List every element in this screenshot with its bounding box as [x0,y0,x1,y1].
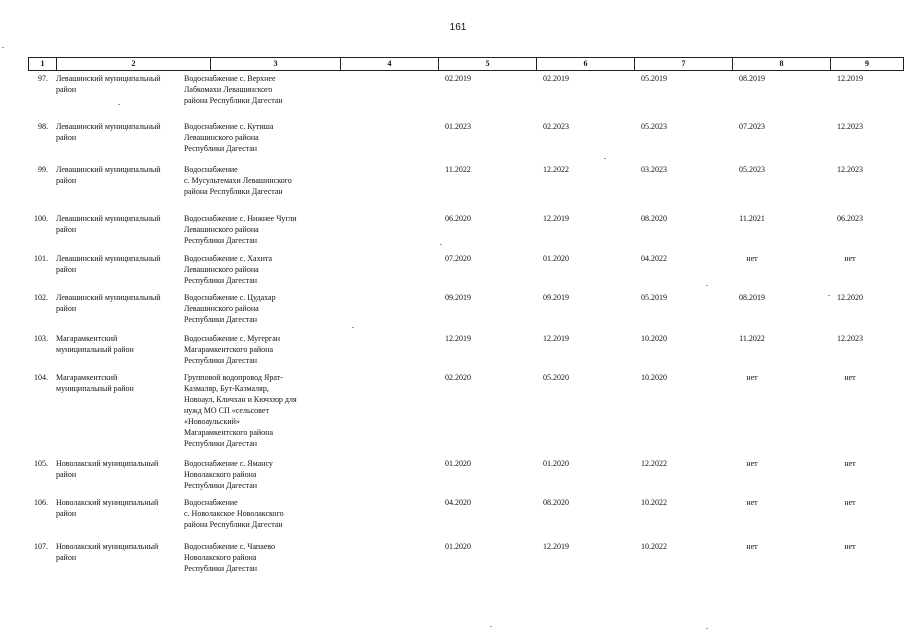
date-col-6: 02.2023 [543,122,569,131]
table-header [28,57,904,71]
date-col-7: 03.2023 [641,165,667,174]
date-col-8: 05.2023 [739,165,765,174]
object-name: Водоснабжение с. Мугерган Магарамкентского района Республики Дагестан [184,334,281,365]
date-col-7: 05.2019 [641,293,667,302]
municipal-district: Левашинский муниципальный район [56,293,161,313]
municipal-district: Левашинский муниципальный район [56,214,161,234]
date-col-9: нет [844,542,856,551]
header-cell-8: 8 [732,58,830,70]
header-cell-4: 4 [340,58,438,70]
date-col-7: 04.2022 [641,254,667,263]
object-name: Водоснабжение с. Новолакское Новолакского района Республики Дагестан [184,498,284,529]
date-col-6: 12.2019 [543,334,569,343]
row-number: 100. [34,214,48,223]
date-col-6: 12.2022 [543,165,569,174]
scan-speck [706,285,708,286]
header-cell-2: 2 [56,58,210,70]
date-col-7: 08.2020 [641,214,667,223]
date-col-9: 12.2023 [837,334,863,343]
municipal-district: Левашинский муниципальный район [56,165,161,185]
date-col-8: 11.2022 [739,334,765,343]
row-number: 101. [34,254,48,263]
date-col-9: 12.2020 [837,293,863,302]
object-name: Водоснабжение с. Хахита Левашинского района Республики Дагестан [184,254,273,285]
date-col-7: 10.2020 [641,334,667,343]
scan-speck [604,158,606,159]
date-col-5: 06.2020 [445,214,471,223]
object-name: Водоснабжение с. Мусультемахи Левашинского района Республики Дагестан [184,165,292,196]
date-col-9: 06.2023 [837,214,863,223]
object-name: Водоснабжение с. Кутиша Левашинского района Республики Дагестан [184,122,274,153]
date-col-6: 01.2020 [543,254,569,263]
date-col-8: нет [746,459,758,468]
date-col-7: 10.2022 [641,498,667,507]
date-col-5: 11.2022 [445,165,471,174]
scan-speck [352,327,354,328]
date-col-8: 11.2021 [739,214,765,223]
scan-speck [706,628,708,629]
date-col-6: 12.2019 [543,542,569,551]
scan-speck [828,295,830,296]
date-col-5: 04.2020 [445,498,471,507]
date-col-5: 12.2019 [445,334,471,343]
municipal-district: Левашинский муниципальный район [56,122,161,142]
municipal-district: Магарамкентский муниципальный район [56,334,134,354]
municipal-district: Магарамкентский муниципальный район [56,373,134,393]
date-col-6: 05.2020 [543,373,569,382]
header-cell-3: 3 [210,58,340,70]
header-cell-5: 5 [438,58,536,70]
date-col-7: 05.2023 [641,122,667,131]
date-col-5: 02.2020 [445,373,471,382]
object-name: Водоснабжение с. Верхнее Лабкомахи Левашинского района Республики Дагестан [184,74,283,105]
date-col-9: нет [844,373,856,382]
date-col-5: 02.2019 [445,74,471,83]
date-col-5: 09.2019 [445,293,471,302]
header-cell-7: 7 [634,58,732,70]
date-col-6: 01.2020 [543,459,569,468]
object-name: Водоснабжение с. Ямансу Новолакского района Республики Дагестан [184,459,273,490]
object-name: Водоснабжение с. Цудахар Левашинского района Республики Дагестан [184,293,276,324]
object-name: Водоснабжение с. Чапаево Новолакского района Республики Дагестан [184,542,276,573]
date-col-9: нет [844,459,856,468]
scan-speck [490,626,492,627]
date-col-8: нет [746,498,758,507]
header-cell-1: 1 [28,58,56,70]
date-col-6: 08.2020 [543,498,569,507]
row-number: 106. [34,498,48,507]
scan-speck [118,104,120,105]
date-col-6: 09.2019 [543,293,569,302]
object-name: Водоснабжение с. Нижнее Чугли Левашинского района Республики Дагестан [184,214,297,245]
date-col-9: нет [844,254,856,263]
date-col-5: 01.2023 [445,122,471,131]
row-number: 97. [38,74,48,83]
municipal-district: Левашинский муниципальный район [56,74,161,94]
date-col-8: 08.2019 [739,74,765,83]
row-number: 102. [34,293,48,302]
date-col-7: 10.2022 [641,542,667,551]
row-number: 98. [38,122,48,131]
row-number: 103. [34,334,48,343]
row-number: 105. [34,459,48,468]
date-col-8: 08.2019 [739,293,765,302]
date-col-5: 01.2020 [445,542,471,551]
date-col-6: 12.2019 [543,214,569,223]
header-cell-6: 6 [536,58,634,70]
row-number: 104. [34,373,48,382]
header-cell-9: 9 [830,58,904,70]
date-col-8: нет [746,542,758,551]
object-name: Групповой водопровод Ярат- Казмаляр, Бут-Казмаляр, Новоаул, Кличхан и Кючхюр для нужд МО СП «сельсовет «Новоаульский» Магарамкентского района Республики Дагестан [184,373,297,448]
date-col-7: 05.2019 [641,74,667,83]
date-col-7: 10.2020 [641,373,667,382]
page-number: 161 [449,22,467,33]
date-col-6: 02.2019 [543,74,569,83]
date-col-9: 12.2019 [837,74,863,83]
municipal-district: Левашинский муниципальный район [56,254,161,274]
date-col-5: 07.2020 [445,254,471,263]
date-col-9: 12.2023 [837,165,863,174]
date-col-5: 01.2020 [445,459,471,468]
scan-speck [2,47,4,48]
row-number: 107. [34,542,48,551]
date-col-9: 12.2023 [837,122,863,131]
date-col-8: нет [746,373,758,382]
municipal-district: Новолакский муниципальный район [56,542,159,562]
scan-speck [440,244,442,245]
date-col-9: нет [844,498,856,507]
date-col-7: 12.2022 [641,459,667,468]
row-number: 99. [38,165,48,174]
municipal-district: Новолакский муниципальный район [56,498,159,518]
date-col-8: нет [746,254,758,263]
date-col-8: 07.2023 [739,122,765,131]
municipal-district: Новолакский муниципальный район [56,459,159,479]
